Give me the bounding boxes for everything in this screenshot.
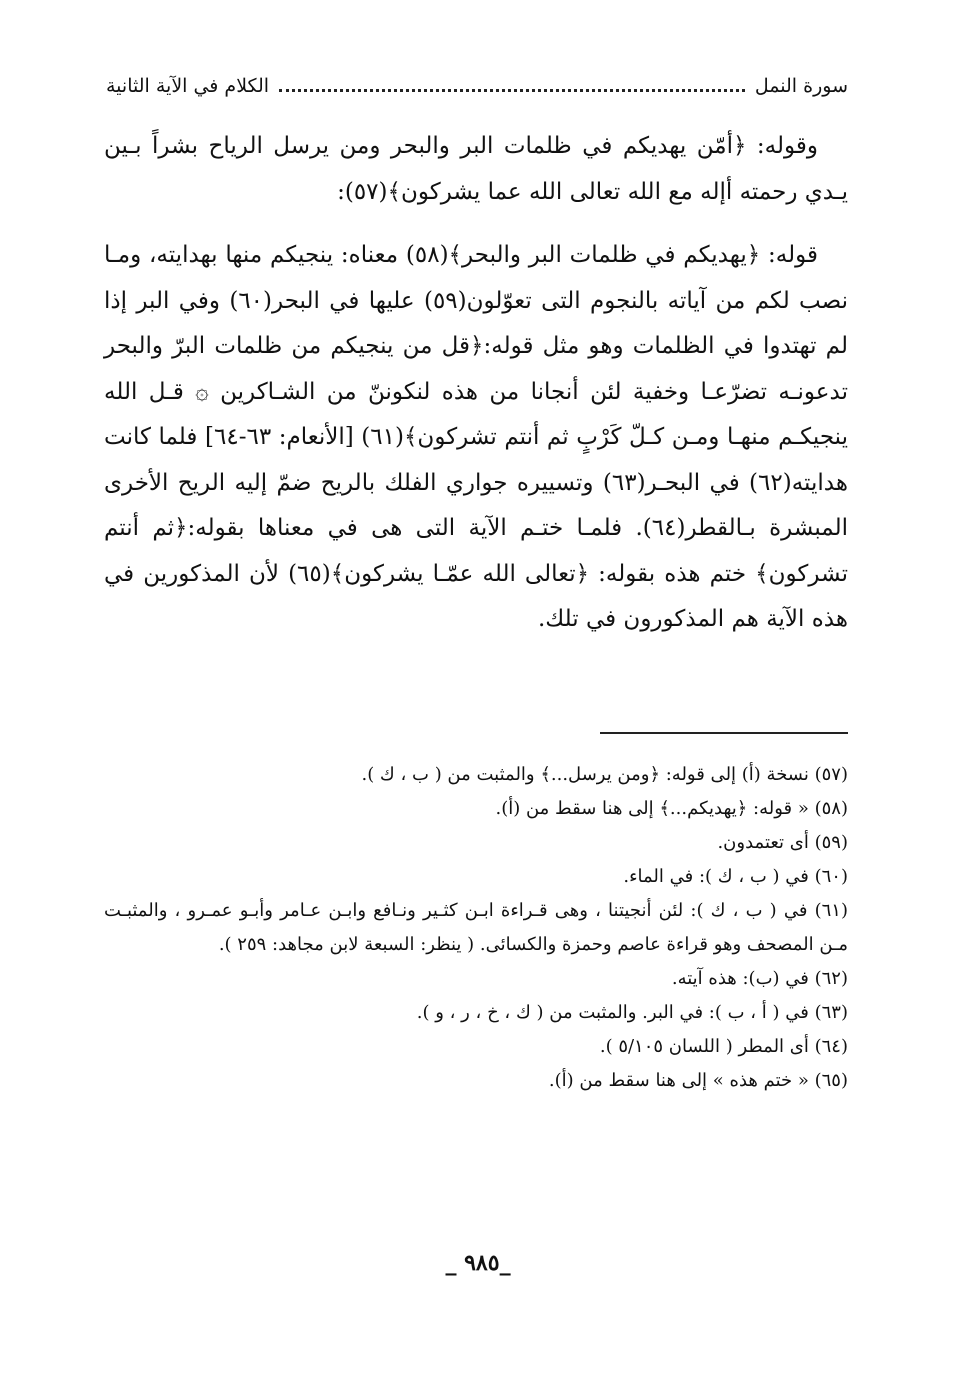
footnote-60: (٦٠) في ( ب ، ك ): في الماء. <box>623 866 848 887</box>
paragraph-verse-quote: وقوله: ﴿أمّن يهديكم في ظلمات البر والبحر ومن يرسل الرياح بشراً بـين يـدي رحمته أإله مع الله تعالى الله عما يشركون﴾(٥٧): <box>104 133 848 205</box>
footnote-62: (٦٢) في (ب): هذه آيته. <box>671 968 848 989</box>
header-surah-title: سورة النمل <box>754 75 848 97</box>
footnote-separator <box>600 732 848 734</box>
header-dot-leader <box>279 89 745 92</box>
footnote-63: (٦٣) في ( أ ، ب ): في البر. والمثبت من ( ك ، خ ، ر ، و ). <box>416 1002 848 1023</box>
footnote-58: (٥٨) « قوله: ﴿يهديكم...﴾ إلى هنا سقط من (أ). <box>495 798 848 819</box>
page-number: _٩٨٥ _ <box>445 1250 511 1276</box>
footnote-61: (٦١) في ( ب ، ك ): لئن أنجيتنا ، وهى قـراءة ابـن كثـير ونـافع وابـن عـامر وأبـو عمـرو ، والمثبـت مـن المصحف وهو قراءة عاصم وحمزة والكسائى. ( ينظر: السبعة لابن مجاهد: ٢٥٩ ). <box>104 900 848 955</box>
footnote-57: (٥٧) نسخة (أ) إلى قوله: ﴿ومن يرسل...﴾ والمثبت من ( ب ، ك ). <box>361 764 848 785</box>
footnote-59: (٥٩) أى تعتمدون. <box>717 832 848 853</box>
footnote-65: (٦٥) « ختم هذه » إلى هنا سقط من (أ). <box>548 1070 848 1091</box>
running-header <box>106 66 848 106</box>
footnote-64: (٦٤) أى المطر ( اللسان ٥/١٠٥ ). <box>599 1036 848 1057</box>
paragraph-commentary: قوله: ﴿يهديكم في ظلمات البر والبحر﴾(٥٨) معناه: ينجيكم منها بهدايته، ومـا نصب لكم من آياته بالنجوم التى تعوّلون(٥٩) عليها في البحر(٦٠) وفي البر إذا لم تهتدوا في الظلمات وهو مثل قوله:﴿قل من ينجيكم من ظلمات البرّ والبحر تدعونـه تضرّعـا وخفية لئن أنجانا من هذه لنكوننّ من الشـاكرين ۞ قـل الله ينجيكـم منهـا ومـن كـلّ كَرْبٍ ثم أنتم تشركون﴾(٦١) [الأنعام: ٦٣-٦٤] فلما كانت هدايته(٦٢) في البحـر(٦٣) وتسييره جواري الفلك بالريح ضمّ إليه الريح الأخرى المبشرة بـالقطر(٦٤). فلمـا ختـم الآية التى هى في معناها بقوله:﴿ثم أنتم تشركون﴾ ختم هذه بقوله: ﴿تعالى الله عمّـا يشركون﴾(٦٥) لأن المذكورين في هذه الآية هم المذكورون في تلك. <box>104 242 849 632</box>
footnotes <box>104 758 848 1098</box>
main-text <box>104 124 848 643</box>
header-section-title: الكلام في الآية الثانية <box>106 75 270 97</box>
